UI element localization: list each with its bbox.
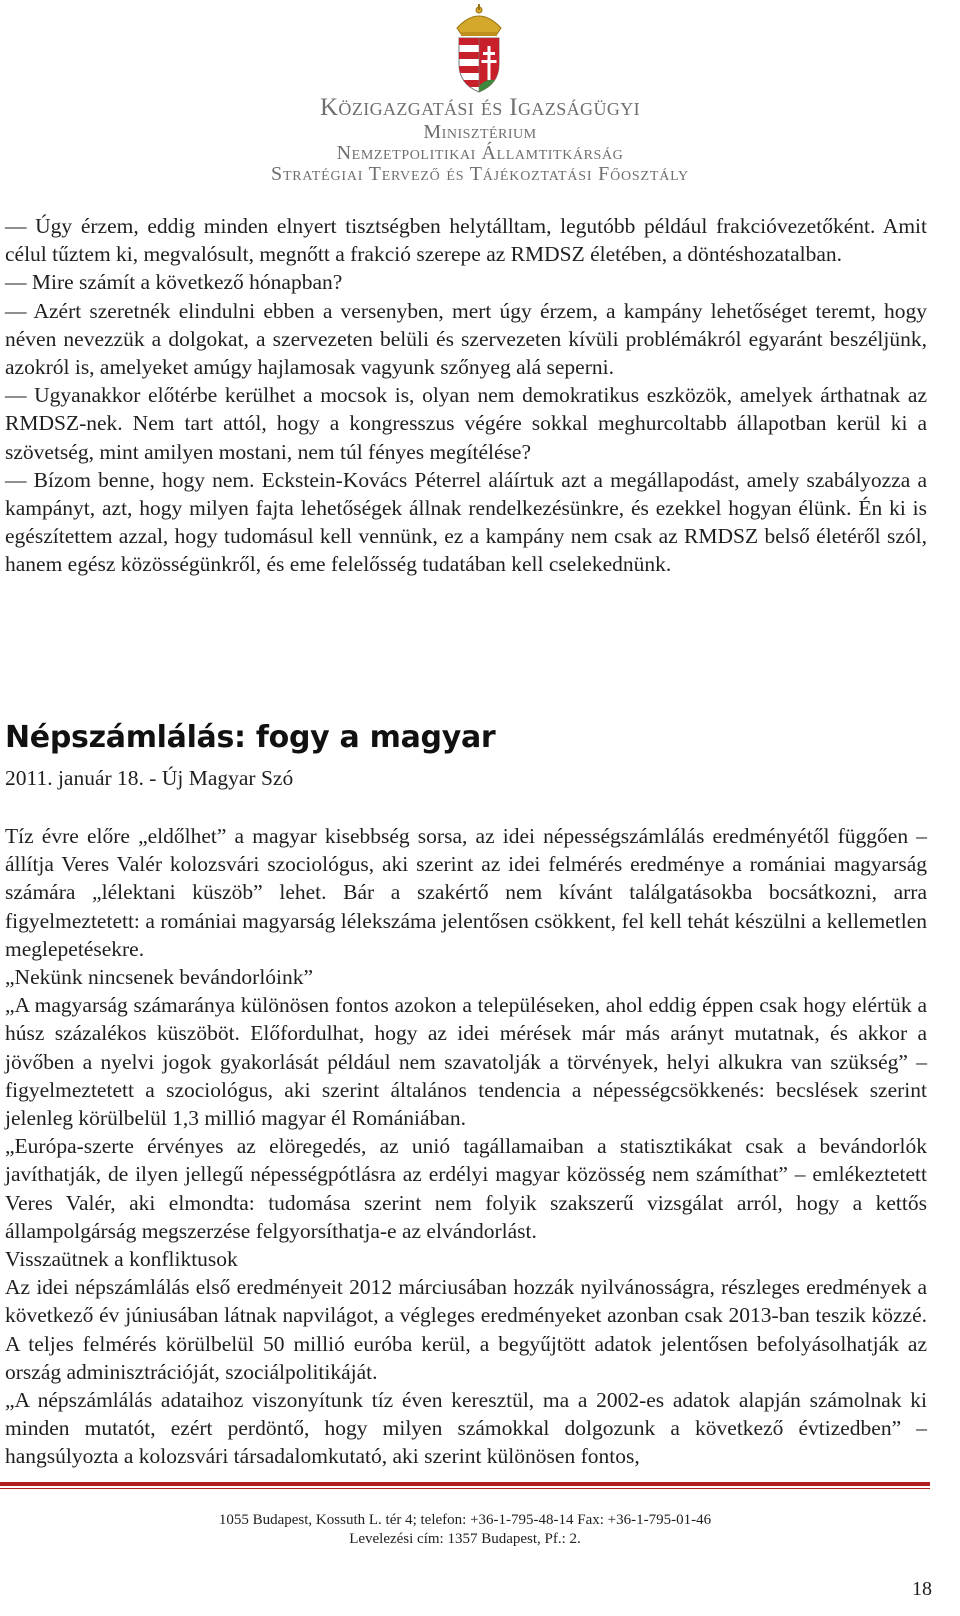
footer-mailing-address: Levelezési cím: 1357 Budapest, Pf.: 2.	[349, 1531, 581, 1547]
paragraph: — Bízom benne, hogy nem. Eckstein-Kovács Péterrel aláírtuk azt a megállapodást, amely szabályozza a kampányt, azt, hogy milyen fajta lehetőségek állnak rendelkezésünkre, és ezekkel hogyan élünk. Én ki is egészítettem azzal, hogy tudomásul kell vennünk, ez a kampány nem csak az RMDSZ belső életéről szól, hanem egész közösségünkről, és eme felelősség tudatában kell cselekednünk.	[5, 467, 927, 577]
subheading: „Nekünk nincsenek bevándorlóink”	[5, 965, 314, 990]
footer-divider	[0, 1482, 930, 1486]
paragraph: „A magyarság számaránya különösen fontos azokon a településeken, ahol eddig éppen csak hogy elértük a húsz százalékos küszöböt. Előfordulhat, hogy az idei mérések már más arányt mutatnak, és akkor a jövőben a nyelvi jogok gyakorlását például nem szavatolják a törvények, helyi alkukra van szükség” – figyelmeztetett a szociológus, aki szerint általános tendencia a népességcsökkenés: becslések szerint jelenleg körülbelül 1,3 millió magyar él Romániában.	[5, 993, 927, 1131]
department-name-line1: Nemzetpolitikai Államtitkárság	[336, 142, 624, 164]
footer-address: 1055 Budapest, Kossuth L. tér 4; telefon: +36-1-795-48-14 Fax: +36-1-795-01-46	[218, 1512, 712, 1528]
department-name-line2: Stratégiai Tervező és Tájékoztatási Főosztály	[271, 163, 689, 185]
article-body	[5, 822, 927, 1471]
subheading: Visszaütnek a konfliktusok	[5, 1247, 238, 1272]
ministry-name-line2: Minisztérium	[423, 121, 537, 143]
paragraph: „Európa-szerte érvényes az elöregedés, az unió tagállamaiban a statisztikákat csak a bevándorlók javíthatják, de ilyen jellegű népességpótlásra az erdélyi magyar közösség nem számíthat” – emlékeztetett Veres Valér, aki elmondta: tudomása szerint nem folyik szakszerű vizsgálat arról, hogy a kettős állampolgárság megszerzése felgyorsíthatja-e az elvándorlást.	[5, 1134, 927, 1243]
hungarian-coat-of-arms-icon	[443, 2, 515, 94]
paragraph: — Ugyanakkor előtérbe kerülhet a mocsok is, olyan nem demokratikus eszközök, amelyek árthatnak az RMDSZ-nek. Nem tart attól, hogy a kongresszus végére sokkal meghurcoltabb állapotban kerül ki a szövetség, mint amilyen mostani, nem túl fényes megítélése?	[5, 383, 927, 464]
article-dateline: 2011. január 18. - Új Magyar Szó	[5, 766, 294, 790]
paragraph: Tíz évre előre „eldőlhet” a magyar kisebbség sorsa, az idei népességszámlálás eredményétől függően – állítja Veres Valér kolozsvári szociológus, aki szerint az idei felmérés eredménye a romániai magyarság számára „lélektani küszöb” lehet. Bár a szakértő nem kívánt találgatásokba bocsátkozni, arra figyelmeztetett: a romániai magyarság lélekszáma jelentősen csökkent, fel kell tehát készülni a kellemetlen meglepetésekre.	[5, 824, 927, 961]
paragraph: „A népszámlálás adataihoz viszonyítunk tíz éven keresztül, ma a 2002-es adatok alapján számolnak ki minden mutatót, ezért perdöntő, hogy milyen számokkal dolgozunk a következő évtizedben” – hangsúlyozta a kolozsvári társadalomkutató, aki szerint különösen fontos,	[5, 1388, 927, 1469]
page-number: 18	[912, 1578, 932, 1600]
paragraph: Az idei népszámlálás első eredményeit 2012 márciusában hozzák nyilvánosságra, részleges eredmények a következő év júniusában látnak napvilágot, a végleges eredményeket azonban csak 2013-ban teszik közzé. A teljes felmérés körülbelül 50 millió euróba kerül, a begyűjtött adatok jelentősen befolyásolhatják az ország adminisztrációját, szociálpolitikáját.	[5, 1275, 927, 1384]
paragraph: — Azért szeretnék elindulni ebben a versenyben, mert úgy érzem, a kampány lehetőséget teremt, hogy néven nevezzük a dolgokat, a szervezeten belüli és szervezeten kívüli problémákról egyaránt beszéljünk, azokról is, amelyeket amúgy hajlamosak vagyunk szőnyeg alá seperni.	[5, 298, 927, 380]
paragraph: — Úgy érzem, eddig minden elnyert tisztségben helytálltam, legutóbb például frakcióvezetőként. Amit célul tűztem ki, megvalósult, megnőtt a frakció szerepe az RMDSZ életében, a döntéshozatalban.	[5, 214, 927, 267]
paragraph: — Mire számít a következő hónapban?	[5, 270, 343, 295]
ministry-name-line1: Közigazgatási és Igazságügyi	[319, 94, 641, 121]
interview-text	[5, 212, 927, 579]
footer-divider-thin	[0, 1488, 930, 1489]
article-title: Népszámlálás: fogy a magyar	[5, 720, 496, 755]
